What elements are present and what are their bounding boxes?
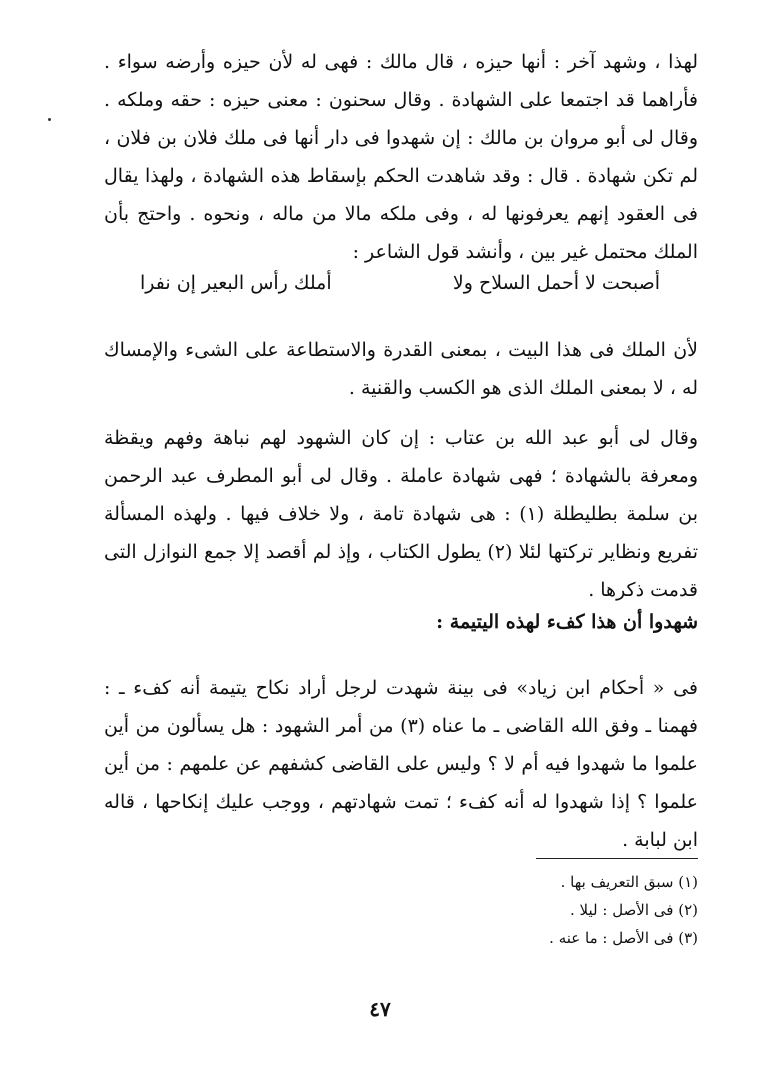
paragraph-4: فى « أحكام ابن زياد» فى بينة شهدت لرجل أراد نكاح يتيمة أنه كفء ـ : فهمنا ـ وفق الله القاضى ـ ما عناه (٣) من أمر الشهود : هل يسألون من أين علموا ما شهدوا فيه أم لا ؟ وليس على القاضى كشفهم عن علمهم : من أين علموا ؟ إذا شهدوا له أنه كفء ؛ تمت شهادتهم ، ووجب عليك إنكاحها ، قاله ابن لبابة . [104,677,698,851]
footnote-2: (٢) فى الأصل : ليلا . [570,901,698,919]
section-heading: شهدوا أن هذا كفء لهذه اليتيمة : [436,611,698,633]
verse-second-hemistich: أملك رأس البعير إن نفرا [140,272,332,294]
paragraph-1: لهذا ، وشهد آخر : أنها حيزه ، قال مالك : فهى له لأن حيزه وأرضه سواء . فأراهما قد اجتمعا على الشهادة . وقال سحنون : معنى حيزه : حقه وملكه . وقال لى أبو مروان بن مالك : إن شهدوا فى دار أنها فى ملك فلان بن فلان ، لم تكن شهادة . قال : وقد شاهدت الحكم بإسقاط هذه الشهادة ، ولهذا يقال فى العقود إنهم يعرفونها له ، وفى ملكه مالا من ماله ، ونحوه . واحتج بأن الملك محتمل غير بين ، وأنشد قول الشاعر : [104,51,698,263]
margin-dot [48,118,51,121]
footnote-1: (١) سبق التعريف بها . [560,873,698,891]
page-number: ٤٧ [369,997,391,1021]
poetry-verse [140,264,660,302]
paragraph-3: وقال لى أبو عبد الله بن عتاب : إن كان الشهود لهم نباهة وفهم ويقظة ومعرفة بالشهادة ؛ فهى شهادة عاملة . وقال لى أبو المطرف عبد الرحمن بن سلمة بطليطلة (١) : هى شهادة تامة ، ولا خلاف فيها . ولهذه المسألة تفريع ونظاير تركتها لئلا (٢) يطول الكتاب ، وإذ لم أقصد إلا جمع النوازل التى قدمت ذكرها . [104,427,698,601]
verse-first-hemistich: أصبحت لا أحمل السلاح ولا [452,272,660,294]
footnotes [400,868,698,952]
footnote-divider [536,858,698,859]
footnote-3: (٣) فى الأصل : ما عنه . [549,929,698,947]
paragraph-2: لأن الملك فى هذا البيت ، بمعنى القدرة والاستطاعة على الشىء والإمساك له ، لا بمعنى الملك الذى هو الكسب والقنية . [104,339,698,399]
